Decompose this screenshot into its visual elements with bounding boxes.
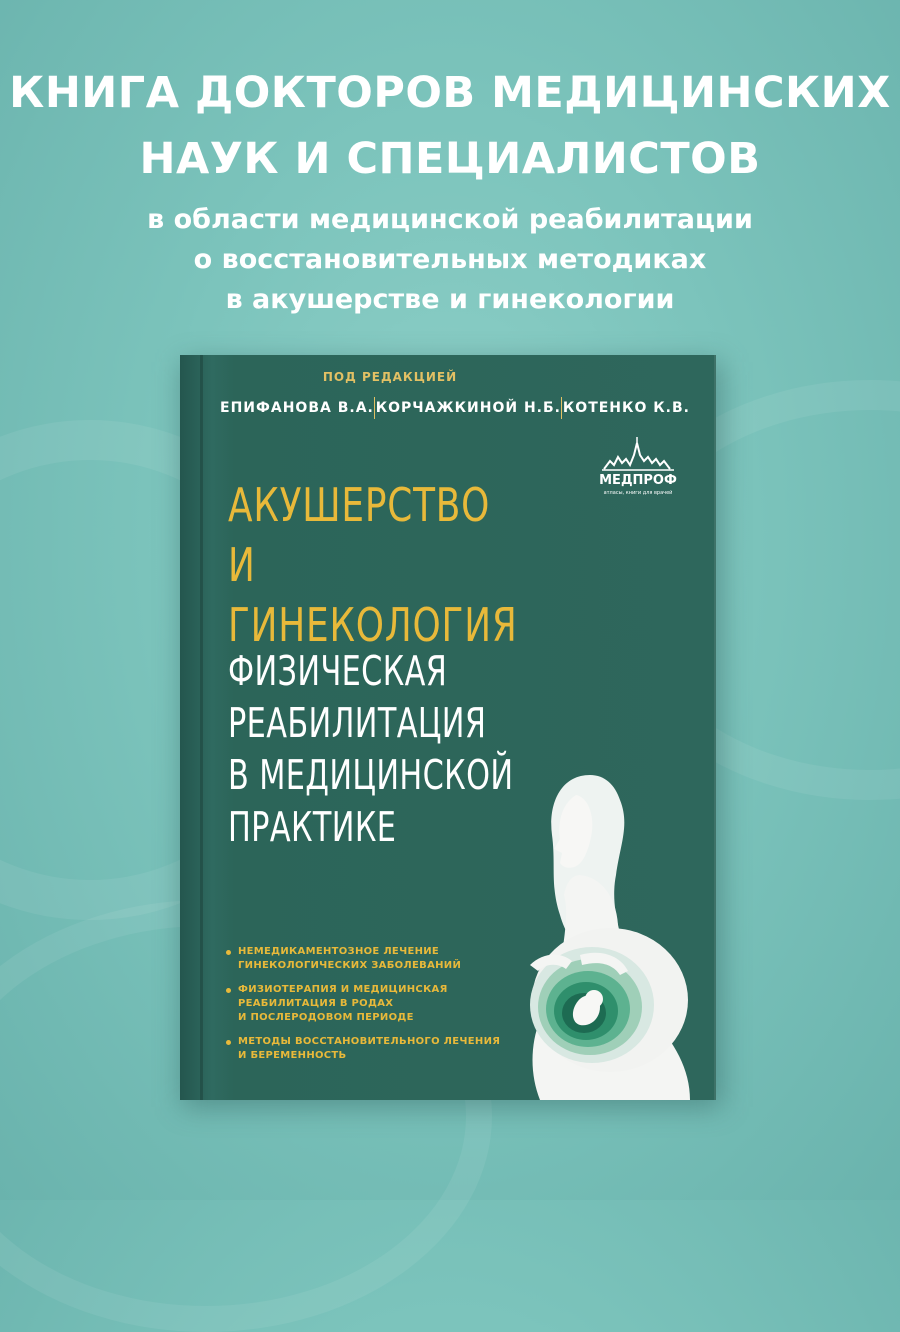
book-cover [180, 355, 716, 1100]
bullet-dot-icon [226, 988, 231, 993]
editor-name: КОТЕНКО К.В. [562, 400, 690, 416]
list-item: ФИЗИОТЕРАПИЯ И МЕДИЦИНСКАЯ РЕАБИЛИТАЦИЯ В РОДАХ И ПОСЛЕРОДОВОМ ПЕРИОДЕ [226, 983, 516, 1025]
promo-headline: КНИГА ДОКТОРОВ МЕДИЦИНСКИХ НАУК И СПЕЦИАЛИСТОВ [9, 68, 891, 184]
publisher-tagline: атласы, книги для врачей [603, 490, 673, 496]
book-title: АКУШЕРСТВО И ГИНЕКОЛОГИЯ [228, 478, 518, 652]
publisher-logo [590, 433, 686, 513]
promo-text [0, 60, 900, 320]
editors-row [220, 397, 690, 419]
skyline-icon [590, 433, 686, 473]
list-item: МЕТОДЫ ВОССТАНОВИТЕЛЬНОГО ЛЕЧЕНИЯ И БЕРЕМЕННОСТЬ [226, 1035, 516, 1063]
editor-name: КОРЧАЖКИНОЙ Н.Б. [375, 400, 561, 416]
publisher-name: МЕДПРОФ [599, 473, 677, 488]
feature-list [226, 945, 516, 1073]
bullet-dot-icon [226, 1040, 231, 1045]
promo-subline: в области медицинской реабилитации о восстановительных методиках в акушерстве и гинекологии [147, 204, 753, 315]
pregnant-woman-silhouette-icon [520, 765, 716, 1100]
book-subtitle: ФИЗИЧЕСКАЯ РЕАБИЛИТАЦИЯ В МЕДИЦИНСКОЙ ПРАКТИКЕ [228, 647, 514, 851]
bullet-dot-icon [226, 950, 231, 955]
editor-name: ЕПИФАНОВА В.А. [220, 400, 374, 416]
book-spine-edge [200, 355, 203, 1100]
editors-label: ПОД РЕДАКЦИЕЙ [322, 370, 458, 384]
list-item: НЕМЕДИКАМЕНТОЗНОЕ ЛЕЧЕНИЕ ГИНЕКОЛОГИЧЕСКИХ ЗАБОЛЕВАНИЙ [226, 945, 516, 973]
